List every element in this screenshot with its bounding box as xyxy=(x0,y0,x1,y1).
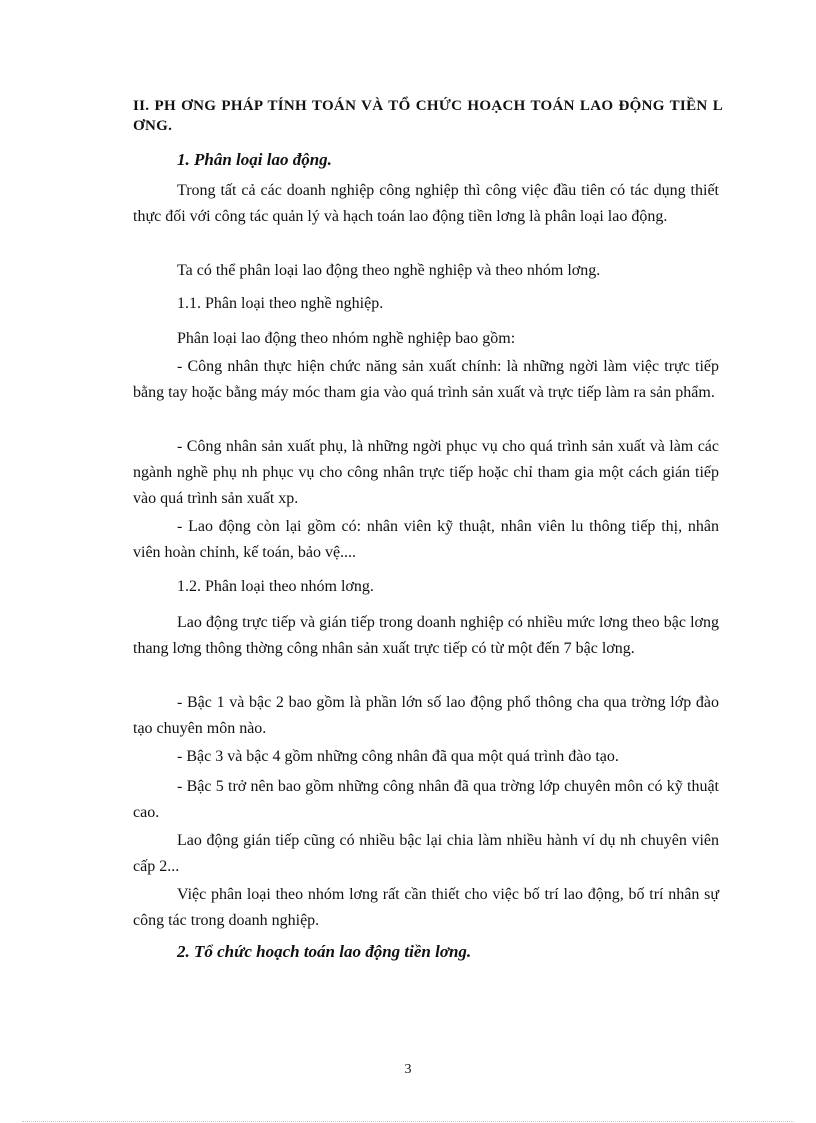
paragraph-10: - Bậc 5 trở nên bao gồm những công nhân đã qua trờng lớp chuyên môn có kỹ thuật cao. xyxy=(133,778,719,821)
paragraph-1: Trong tất cả các doanh nghiệp công nghiệp thì công việc đầu tiên có tác dụng thiết thực đối với công tác quản lý và hạch toán lao động tiền lơng là phân loại lao động. xyxy=(133,182,719,225)
paragraph-9: - Bậc 3 và bậc 4 gồm những công nhân đã qua một quá trình đào tạo. xyxy=(177,748,619,765)
footer-rule xyxy=(22,1121,794,1122)
paragraph-3: Phân loại lao động theo nhóm nghề nghiệp bao gồm: xyxy=(177,330,516,347)
paragraph-6: - Lao động còn lại gồm có: nhân viên kỹ thuật, nhân viên lu thông tiếp thị, nhân viên hoàn chỉnh, kế toán, bảo vệ.... xyxy=(133,518,719,561)
subsection-1-1-title: 1.1. Phân loại theo nghề nghiệp. xyxy=(177,295,384,312)
paragraph-8: - Bậc 1 và bậc 2 bao gồm là phần lớn số lao động phổ thông cha qua trờng lớp đào tạo chuyên môn nào. xyxy=(133,694,719,737)
subsection-1-2-title: 1.2. Phân loại theo nhóm lơng. xyxy=(177,578,374,595)
paragraph-5: - Công nhân sản xuất phụ, là những ngời phục vụ cho quá trình sản xuất và làm các ngành nghề phụ nh phục vụ cho công nhân trực tiếp hoặc chỉ tham gia một cách gián tiếp vào quá trình sản xuất xp. xyxy=(133,438,719,507)
paragraph-7: Lao động trực tiếp và gián tiếp trong doanh nghiệp có nhiều mức lơng theo bậc lơng thang lơng thông thờng công nhân sản xuất trực tiếp có từ một đến 7 bậc lơng. xyxy=(133,614,719,657)
chapter-heading: II. PH ƠNG PHÁP TÍNH TOÁN VÀ TỔ CHỨC HOẠCH TOÁN LAO ĐỘNG TIỀN L ƠNG. xyxy=(133,98,723,134)
section-2-title: 2. Tổ chức hoạch toán lao động tiền lơng. xyxy=(177,942,472,961)
paragraph-12: Việc phân loại theo nhóm lơng rất cần thiết cho việc bố trí lao động, bố trí nhân sự công tác trong doanh nghiệp. xyxy=(133,886,719,929)
paragraph-11: Lao động gián tiếp cũng có nhiều bậc lại chia làm nhiều hành ví dụ nh chuyên viên cấp 2... xyxy=(133,832,719,875)
paragraph-4: - Công nhân thực hiện chức năng sản xuất chính: là những ngời làm việc trực tiếp bằng tay hoặc bằng máy móc tham gia vào quá trình sản xuất và trực tiếp làm ra sản phẩm. xyxy=(133,358,719,401)
page-number: 3 xyxy=(404,1062,412,1077)
section-1-title: 1. Phân loại lao động. xyxy=(177,150,332,169)
paragraph-2: Ta có thể phân loại lao động theo nghề nghiệp và theo nhóm lơng. xyxy=(177,262,601,279)
